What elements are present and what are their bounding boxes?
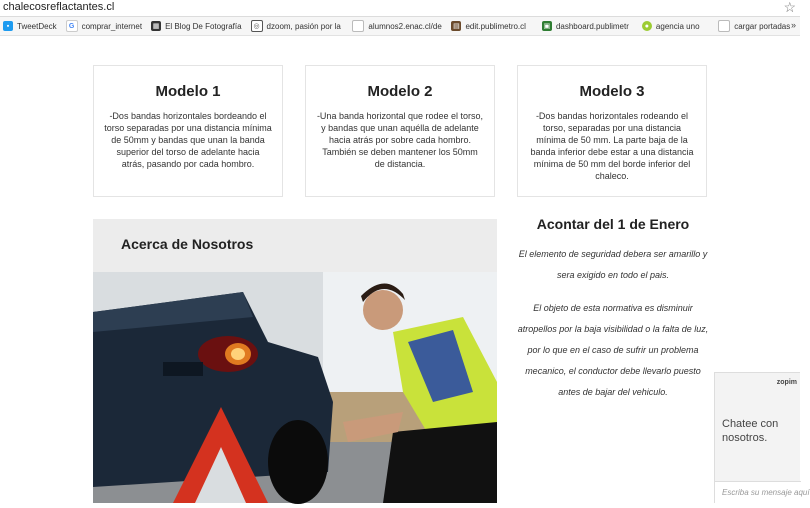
tweetdeck-icon: ▪ (3, 21, 13, 31)
bookmark-dzoom[interactable]: ◎ dzoom, pasión por la (248, 17, 350, 35)
model-card-1 (93, 65, 283, 197)
announcement-title: Acontar del 1 de Enero (536, 216, 690, 232)
chat-message: Chatee con nosotros. (722, 418, 779, 444)
bookmark-dashboard-publimetro[interactable]: ▣ dashboard.publimetr (543, 21, 629, 31)
model-description: -Dos bandas horizontales rodeando el torso, separadas por una distancia mínima de 50 mm. La parte baja de la banda inferior debe estar a una distancia mínima de 50 mm del borde inferior del chaleco. (530, 111, 694, 181)
bookmark-star-icon[interactable]: ☆ (783, 0, 796, 15)
hero-photo (93, 272, 497, 503)
model-card-3 (517, 65, 707, 197)
about-title: Acerca de Nosotros (121, 236, 254, 252)
agencia-icon: ● (642, 21, 652, 31)
bookmark-alumnos2[interactable]: alumnos2.enac.cl/de (349, 17, 448, 35)
model-description: -Una banda horizontal que rodee el torso, y bandas que unan aquélla de adelante hacia atrás por sobre cada hombro. También se deben mantener los 50mm de distancia. (316, 111, 484, 169)
model-title: Modelo 3 (579, 83, 645, 100)
bookmark-tweetdeck[interactable]: ▪ TweetDeck (0, 17, 63, 35)
bookmarks-bar (0, 17, 800, 36)
announcement-section (517, 216, 709, 415)
chat-input[interactable]: Escriba su mensaje aquí (715, 481, 801, 503)
model-title: Modelo 1 (155, 83, 221, 100)
about-header (93, 219, 497, 272)
dashboard-icon: ▣ (543, 23, 551, 30)
chat-widget[interactable] (714, 372, 810, 503)
bookmark-edit-publimetro[interactable]: ▤ edit.publimetro.cl (453, 21, 526, 31)
car-mechanic-illustration (93, 272, 497, 503)
bookmarks-overflow-button[interactable]: » (790, 20, 796, 30)
model-card-2 (305, 65, 495, 197)
page-icon (718, 20, 730, 32)
address-bar[interactable] (0, 0, 800, 17)
film-icon: ▦ (152, 23, 160, 30)
announcement-paragraph-2: El objeto de esta normativa es disminuir atropellos por la baja visibilidad o la falta de luz, por lo que en el caso de sufrir un problema mecanico, el conductor debe llevarlo puesto antes de bajar del vehiculo. (517, 303, 709, 397)
dzoom-icon: ◎ (251, 20, 263, 32)
bookmark-agencia-uno[interactable]: ● agencia uno (639, 17, 715, 35)
page-icon (352, 20, 364, 32)
bookmark-comprar-internet[interactable]: G comprar_internet (63, 17, 148, 35)
model-title: Modelo 2 (367, 83, 433, 100)
publimetro-icon: ▤ (453, 23, 460, 30)
bookmark-blog-fotografia[interactable]: ▦ El Blog De Fotografía (152, 21, 242, 31)
page-content (0, 36, 800, 503)
google-icon: G (66, 20, 78, 32)
url-text[interactable]: chalecosreflactantes.cl (3, 1, 115, 13)
model-description: -Dos bandas horizontales bordeando el torso separadas por una distancia mínima de 50mm y bandas que unan la banda superior del torso de adelante hacia atrás, pasando por cada hombro. (104, 111, 272, 169)
bookmark-cargar-portadas[interactable]: cargar portadas (715, 17, 800, 35)
announcement-paragraph-1: El elemento de seguridad debera ser amarillo y sera exigido en todo el pais. (518, 249, 708, 280)
zopim-logo: zopim (776, 379, 797, 386)
